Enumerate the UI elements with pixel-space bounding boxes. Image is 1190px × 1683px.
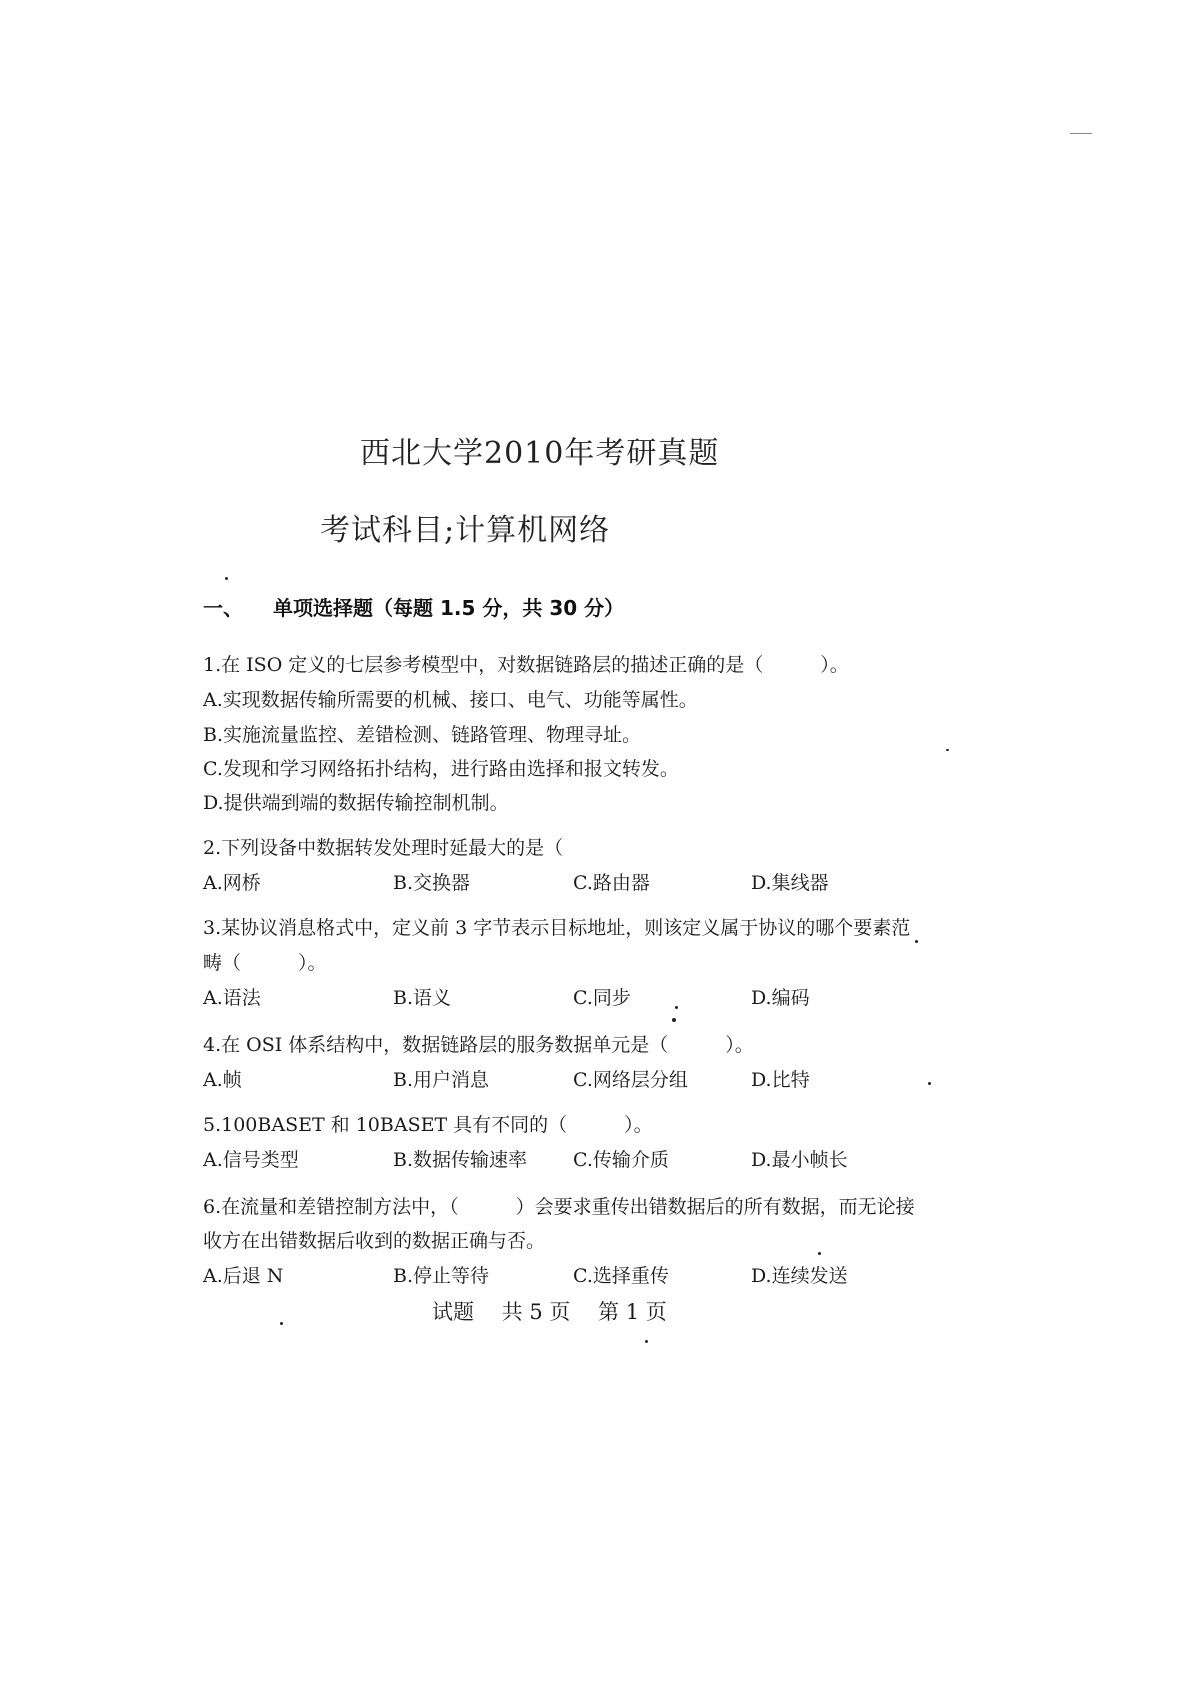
question-6-option-a: A.后退 N [203, 1265, 284, 1287]
question-6-option-b: B.停止等待 [393, 1265, 490, 1287]
question-5-options [203, 1145, 963, 1171]
scan-speck [225, 577, 228, 580]
page-footer: 试题 共 5 页 第 1 页 [432, 1300, 667, 1324]
question-4-option-d: D.比特 [751, 1069, 810, 1091]
section-title: 单项选择题（每题 1.5 分，共 30 分） [273, 596, 625, 620]
scan-speck [928, 1082, 931, 1085]
question-3-option-a: A.语法 [203, 987, 261, 1009]
scan-speck [672, 1018, 676, 1022]
scan-mark [1070, 133, 1092, 134]
question-4-stem: 4.在 OSI 体系结构中，数据链路层的服务数据单元是（ ）。 [203, 1034, 754, 1056]
question-3-option-d: D.编码 [751, 987, 810, 1009]
question-2-option-c: C.路由器 [573, 872, 650, 894]
question-4-option-a: A.帧 [203, 1069, 242, 1091]
question-1-stem: 1.在 ISO 定义的七层参考模型中，对数据链路层的描述正确的是（ ）。 [203, 654, 849, 676]
question-2-option-b: B.交换器 [393, 872, 471, 894]
question-3-option-b: B.语义 [393, 987, 452, 1009]
question-6-stem-continued: 收方在出错数据后收到的数据正确与否。 [203, 1230, 546, 1252]
question-3-option-c: C.同步 [573, 987, 631, 1009]
question-6-option-d: D.连续发送 [751, 1265, 848, 1287]
question-3-options [203, 983, 963, 1009]
question-5-option-a: A.信号类型 [203, 1149, 299, 1171]
question-2-option-a: A.网桥 [203, 872, 261, 894]
question-6-options [203, 1261, 963, 1287]
question-1-option-b: B.实施流量监控、差错检测、链路管理、物理寻址。 [203, 724, 642, 746]
scan-speck [675, 1006, 678, 1009]
exam-subject: 考试科目;计算机网络 [320, 513, 611, 548]
scan-speck [946, 749, 949, 751]
question-4-option-b: B.用户消息 [393, 1069, 490, 1091]
question-1-option-d: D.提供端到端的数据传输控制机制。 [203, 792, 509, 814]
question-4-option-c: C.网络层分组 [573, 1069, 688, 1091]
question-5-option-b: B.数据传输速率 [393, 1149, 528, 1171]
question-4-options [203, 1065, 963, 1091]
question-3-stem-continued: 畴（ ）。 [203, 952, 327, 974]
question-3-stem: 3.某协议消息格式中，定义前 3 字节表示目标地址，则该定义属于协议的哪个要素范 [203, 917, 911, 939]
question-2-option-d: D.集线器 [751, 872, 829, 894]
question-6-stem: 6.在流量和差错控制方法中，（ ）会要求重传出错数据后的所有数据，而无论接 [203, 1196, 915, 1218]
question-6-option-c: C.选择重传 [573, 1265, 669, 1287]
section-heading [203, 592, 624, 621]
scan-speck [280, 1322, 283, 1325]
section-number: 一、 [203, 596, 243, 620]
question-5-option-c: C.传输介质 [573, 1149, 669, 1171]
scan-speck [915, 940, 918, 943]
scan-speck [818, 1252, 821, 1255]
question-5-option-d: D.最小帧长 [751, 1149, 848, 1171]
document-title: 西北大学2010年考研真题 [360, 436, 720, 471]
scan-speck [645, 1340, 648, 1343]
question-5-stem: 5.100BASET 和 10BASET 具有不同的（ ）。 [203, 1114, 653, 1136]
question-1-option-a: A.实现数据传输所需要的机械、接口、电气、功能等属性。 [203, 689, 698, 711]
question-2-options [203, 868, 963, 894]
question-1-option-c: C.发现和学习网络拓扑结构，进行路由选择和报文转发。 [203, 758, 679, 780]
question-2-stem: 2.下列设备中数据转发处理时延最大的是（ [203, 837, 564, 859]
